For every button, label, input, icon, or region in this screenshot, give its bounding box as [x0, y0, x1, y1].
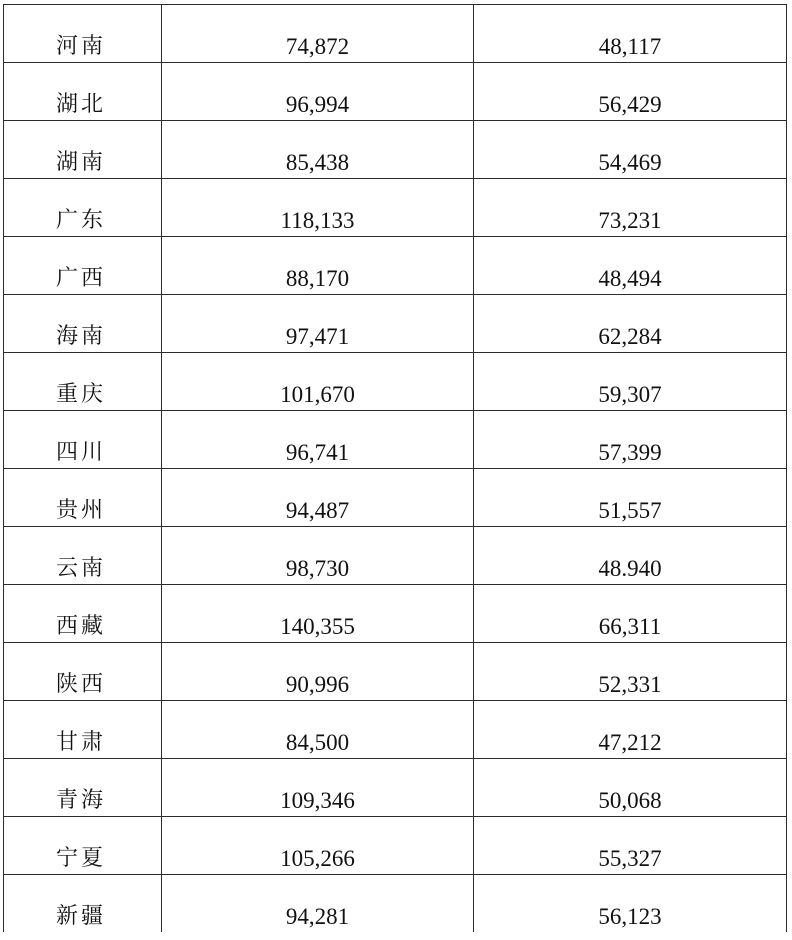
table-row	[4, 527, 787, 585]
value-a-cell-text: 98,730	[285, 556, 350, 581]
province-cell	[4, 643, 162, 701]
value-b-cell	[474, 121, 787, 179]
value-b-cell-text: 73,231	[598, 208, 662, 233]
value-b-cell	[474, 469, 787, 527]
value-a-cell-text: 84,500	[285, 730, 350, 755]
value-b-cell	[474, 411, 787, 469]
province-cell-text: 广西	[56, 266, 107, 291]
value-b-cell-text: 55,327	[598, 846, 662, 871]
value-a-cell	[162, 701, 474, 759]
value-a-cell	[162, 527, 474, 585]
province-cell	[4, 411, 162, 469]
table-row	[4, 643, 787, 701]
province-cell	[4, 63, 162, 121]
province-cell-text: 广东	[56, 208, 107, 233]
province-cell	[4, 759, 162, 817]
table-row	[4, 875, 787, 933]
value-b-cell-text: 66,311	[598, 614, 662, 639]
value-a-cell-text: 97,471	[285, 324, 350, 349]
value-a-cell-text: 88,170	[285, 266, 350, 291]
value-a-cell	[162, 5, 474, 63]
province-cell	[4, 237, 162, 295]
value-b-cell-text: 56,123	[598, 904, 662, 929]
value-b-cell	[474, 63, 787, 121]
value-a-cell-text: 118,133	[280, 208, 355, 233]
value-a-cell	[162, 585, 474, 643]
value-a-cell	[162, 237, 474, 295]
value-a-cell-text: 94,487	[285, 498, 350, 523]
value-b-cell-text: 51,557	[598, 498, 662, 523]
value-a-cell-text: 96,741	[285, 440, 350, 465]
province-cell	[4, 527, 162, 585]
value-b-cell-text: 48.940	[598, 556, 662, 581]
province-cell-text: 甘肃	[56, 730, 107, 755]
value-a-cell-text: 74,872	[285, 34, 350, 59]
province-data-table	[3, 4, 787, 932]
province-cell-text: 湖北	[56, 92, 107, 117]
province-cell	[4, 875, 162, 933]
province-cell-text: 西藏	[56, 614, 107, 639]
province-cell-text: 四川	[56, 440, 107, 465]
value-b-cell-text: 52,331	[598, 672, 662, 697]
table-row	[4, 179, 787, 237]
value-b-cell	[474, 585, 787, 643]
value-a-cell	[162, 63, 474, 121]
value-a-cell-text: 94,281	[285, 904, 350, 929]
table-row	[4, 121, 787, 179]
table-row	[4, 353, 787, 411]
value-a-cell	[162, 179, 474, 237]
table-row	[4, 759, 787, 817]
province-cell	[4, 121, 162, 179]
province-cell	[4, 5, 162, 63]
value-a-cell	[162, 121, 474, 179]
table-row	[4, 469, 787, 527]
province-cell	[4, 817, 162, 875]
value-b-cell	[474, 701, 787, 759]
value-b-cell	[474, 353, 787, 411]
province-cell-text: 新疆	[56, 904, 107, 929]
value-a-cell	[162, 411, 474, 469]
value-b-cell	[474, 759, 787, 817]
value-b-cell	[474, 5, 787, 63]
table-row	[4, 411, 787, 469]
table-body	[4, 5, 787, 933]
value-a-cell	[162, 353, 474, 411]
province-cell-text: 云南	[56, 556, 107, 581]
value-a-cell-text: 96,994	[285, 92, 350, 117]
province-cell	[4, 353, 162, 411]
province-cell	[4, 585, 162, 643]
value-a-cell-text: 109,346	[280, 788, 355, 813]
value-a-cell-text: 105,266	[280, 846, 355, 871]
value-a-cell-text: 90,996	[285, 672, 350, 697]
province-cell-text: 重庆	[56, 382, 107, 407]
value-a-cell-text: 140,355	[280, 614, 355, 639]
value-a-cell-text: 85,438	[285, 150, 350, 175]
province-cell	[4, 179, 162, 237]
table-row	[4, 817, 787, 875]
value-b-cell	[474, 527, 787, 585]
table-row	[4, 237, 787, 295]
value-a-cell-text: 101,670	[280, 382, 355, 407]
value-a-cell	[162, 759, 474, 817]
value-b-cell	[474, 237, 787, 295]
value-b-cell-text: 57,399	[598, 440, 662, 465]
value-b-cell	[474, 643, 787, 701]
province-cell	[4, 701, 162, 759]
value-b-cell-text: 50,068	[598, 788, 662, 813]
value-b-cell	[474, 179, 787, 237]
value-a-cell	[162, 469, 474, 527]
value-b-cell	[474, 875, 787, 933]
value-b-cell	[474, 295, 787, 353]
province-cell-text: 陕西	[56, 672, 107, 697]
table-row	[4, 63, 787, 121]
value-a-cell	[162, 643, 474, 701]
value-b-cell-text: 48,117	[598, 34, 662, 59]
value-b-cell-text: 59,307	[598, 382, 662, 407]
value-a-cell	[162, 295, 474, 353]
value-a-cell	[162, 875, 474, 933]
province-cell-text: 河南	[56, 34, 107, 59]
value-b-cell-text: 62,284	[598, 324, 662, 349]
table-row	[4, 295, 787, 353]
table-row	[4, 5, 787, 63]
province-cell-text: 海南	[56, 324, 107, 349]
province-cell-text: 贵州	[56, 498, 107, 523]
value-a-cell	[162, 817, 474, 875]
province-cell-text: 青海	[56, 788, 107, 813]
province-cell-text: 湖南	[56, 150, 107, 175]
value-b-cell-text: 54,469	[598, 150, 662, 175]
province-cell	[4, 295, 162, 353]
value-b-cell	[474, 817, 787, 875]
province-cell	[4, 469, 162, 527]
value-b-cell-text: 47,212	[598, 730, 662, 755]
province-cell-text: 宁夏	[56, 846, 107, 871]
value-b-cell-text: 48,494	[598, 266, 662, 291]
table-row	[4, 585, 787, 643]
table-row	[4, 701, 787, 759]
value-b-cell-text: 56,429	[598, 92, 662, 117]
